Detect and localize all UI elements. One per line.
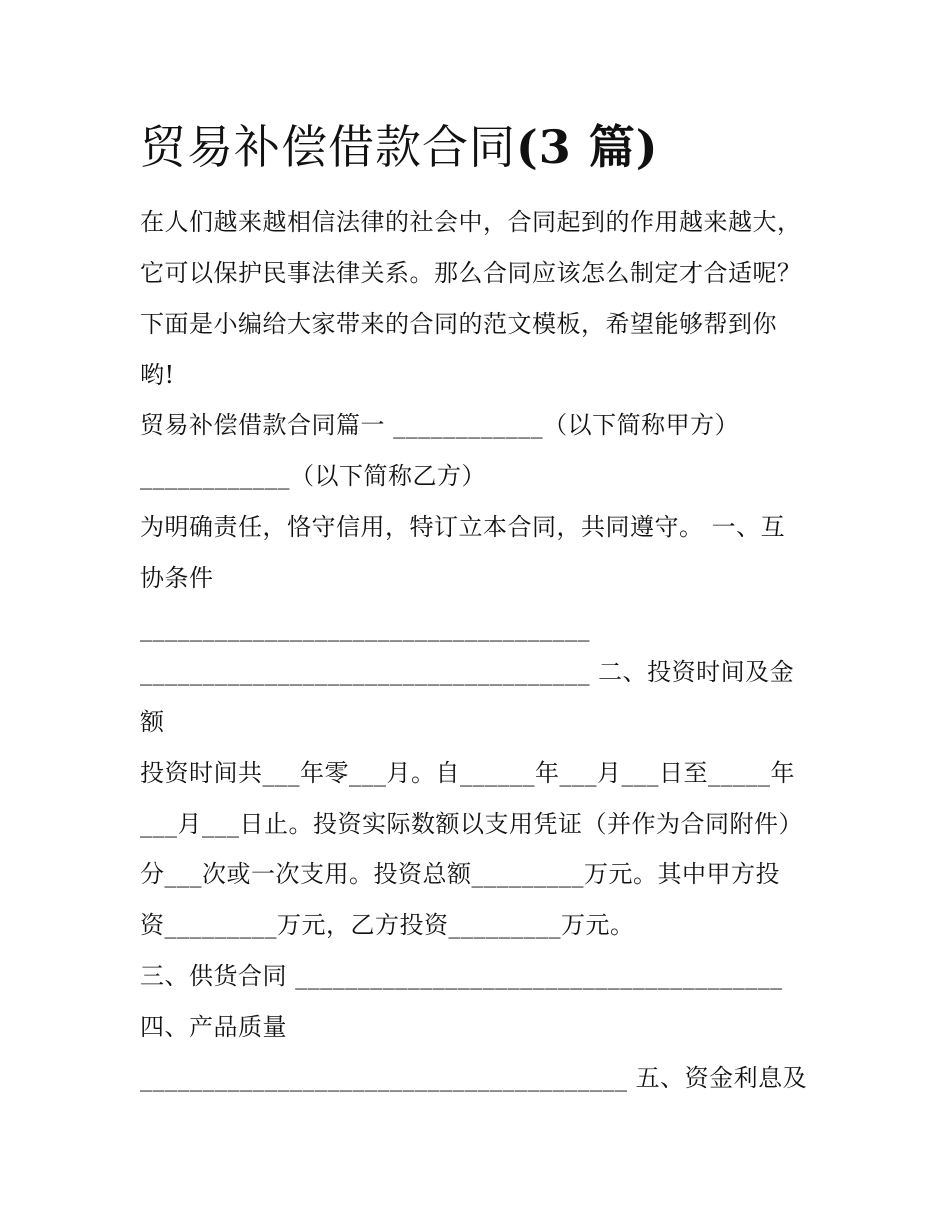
paragraph-line: 四、产品质量 — [140, 1013, 287, 1041]
paragraph-line: 协条件 — [140, 564, 214, 592]
paragraph-line: 贸易补偿借款合同篇一 ____________（以下简称甲方） — [140, 411, 740, 439]
paragraph-line: ____________________________________ 二、投资时间及金 — [140, 658, 795, 686]
blank-fill-line: ____________________________________ — [140, 614, 590, 642]
paragraph-line: _______________________________________ 五、资金利息及 — [140, 1064, 808, 1092]
paragraph-line: 它可以保护民事法律关系。那么合同应该怎么制定才合适呢？ — [140, 259, 802, 287]
paragraph-line: ____________（以下简称乙方） — [140, 462, 486, 490]
paragraph-line: 在人们越来越相信法律的社会中，合同起到的作用越来越大， — [140, 208, 802, 236]
paragraph-line: 额 — [140, 708, 165, 736]
document-title — [140, 112, 659, 182]
paragraph-line: 资_________万元，乙方投资_________万元。 — [140, 911, 635, 939]
paragraph-line: 下面是小编给大家带来的合同的范文模板，希望能够帮到你 — [140, 310, 777, 338]
title-main: 贸易补偿借款合同 — [140, 120, 516, 174]
paragraph-line: ___月___日止。投资实际数额以支用凭证（并作为合同附件） — [140, 810, 803, 838]
paragraph-line: 哟! — [140, 361, 175, 389]
paragraph-line: 投资时间共___年零___月。自______年___月___日至_____年 — [140, 759, 795, 787]
paragraph-line: 分___次或一次支用。投资总额_________万元。其中甲方投 — [140, 860, 780, 888]
title-suffix: (3 篇) — [516, 120, 659, 174]
paragraph-line: 三、供货合同 _______________________________________ — [140, 962, 783, 990]
paragraph-line: 为明确责任，恪守信用，特订立本合同，共同遵守。 一、互 — [140, 513, 786, 541]
